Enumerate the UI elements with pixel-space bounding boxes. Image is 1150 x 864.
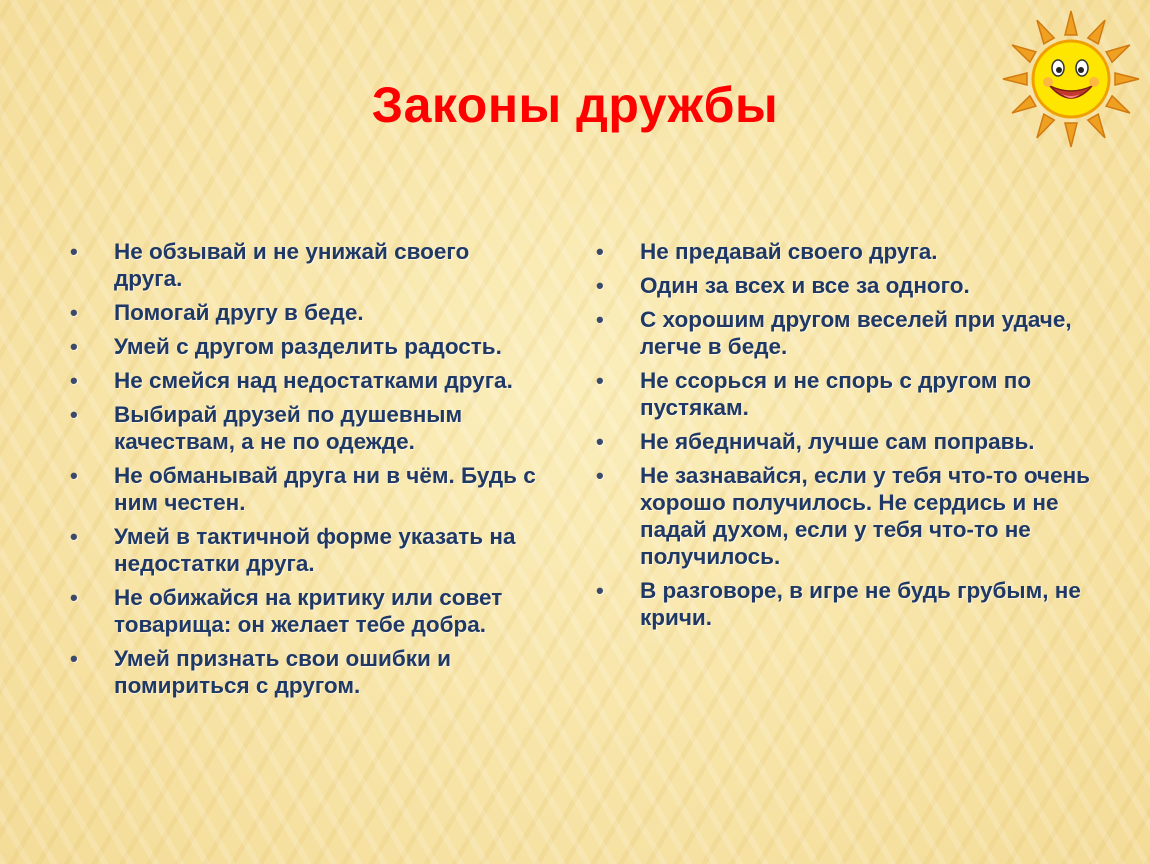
list-item (68, 333, 538, 360)
bullet-icon: • (596, 368, 604, 393)
list-item (68, 645, 538, 699)
list-item (594, 272, 1114, 299)
bullet-icon: • (70, 463, 78, 488)
list-item (68, 462, 538, 516)
list-item (68, 238, 538, 292)
list-item-text: Не ссорься и не спорь с другом по пустякам. (640, 368, 1032, 420)
list-item-text: Не ябедничай, лучше сам поправь. (640, 429, 1035, 454)
list-item (594, 462, 1114, 570)
slide-title: Законы дружбы (371, 77, 779, 133)
list-item (68, 401, 538, 455)
friendship-rules-right (594, 238, 1114, 638)
list-item-text: Не обманывай друга ни в чём. Будь с ним честен. (114, 463, 536, 515)
bullet-icon: • (70, 646, 78, 671)
bullet-icon: • (596, 578, 604, 603)
bullet-icon: • (596, 307, 604, 332)
bullet-icon: • (596, 239, 604, 264)
bullet-icon: • (70, 585, 78, 610)
list-item-text: В разговоре, в игре не будь грубым, не кричи. (640, 578, 1081, 630)
list-item (68, 299, 538, 326)
list-item (594, 367, 1114, 421)
list-item-text: Выбирай друзей по душевным качествам, а не по одежде. (114, 402, 463, 454)
list-item (594, 428, 1114, 455)
list-item-text: Не смейся над недостатками друга. (114, 368, 513, 393)
bullet-icon: • (70, 334, 78, 359)
list-item-text: Умей в тактичной форме указать на недостатки друга. (114, 524, 516, 576)
list-item-text: Умей признать свои ошибки и помириться с другом. (114, 646, 451, 698)
list-item (594, 577, 1114, 631)
list-item (594, 306, 1114, 360)
bullet-icon: • (70, 524, 78, 549)
bullet-icon: • (70, 368, 78, 393)
friendship-rules-left (68, 238, 538, 706)
bullet-icon: • (596, 273, 604, 298)
list-item (594, 238, 1114, 265)
list-item-text: Помогай другу в беде. (114, 300, 364, 325)
bullet-icon: • (70, 239, 78, 264)
list-item-text: Умей с другом разделить радость. (114, 334, 502, 359)
smiling-sun-icon (998, 6, 1144, 152)
bullet-icon: • (596, 429, 604, 454)
bullet-icon: • (70, 300, 78, 325)
list-item-text: Не обзывай и не унижай своего друга. (114, 239, 470, 291)
bullet-icon: • (596, 463, 604, 488)
list-item-text: Один за всех и все за одного. (640, 273, 970, 298)
bullet-icon: • (70, 402, 78, 427)
list-item-text: Не предавай своего друга. (640, 239, 938, 264)
list-item-text: С хорошим другом веселей при удаче, легче в беде. (640, 307, 1072, 359)
list-item (68, 584, 538, 638)
list-item (68, 523, 538, 577)
list-item-text: Не зазнавайся, если у тебя что-то очень хорошо получилось. Не сердись и не падай духом, если у тебя что-то не получилось. (640, 463, 1091, 569)
list-item-text: Не обижайся на критику или совет товарища: он желает тебе добра. (114, 585, 503, 637)
list-item (68, 367, 538, 394)
